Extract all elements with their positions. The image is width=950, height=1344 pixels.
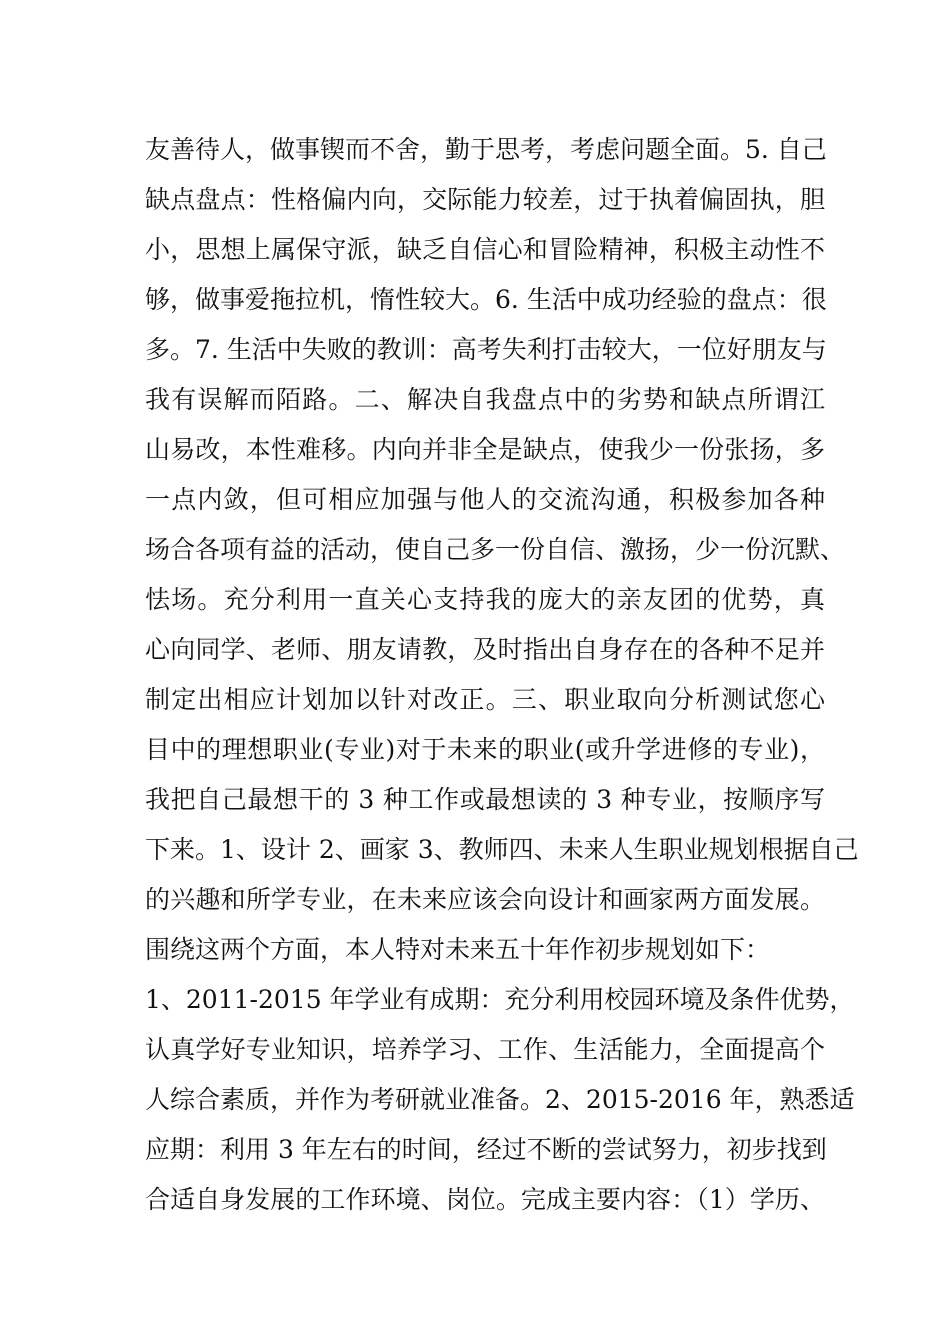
text-line-12: 制定出相应计划加以针对改正。三、职业取向分析测试您心 — [145, 685, 825, 714]
text-line-8: 一点内敛，但可相应加强与他人的交流沟通，积极参加各种 — [145, 485, 825, 514]
text-line-5: 多。7. 生活中失败的教训：高考失利打击较大，一位好朋友与 — [145, 335, 827, 364]
text-line-22: 合适自身发展的工作环境、岗位。完成主要内容：（1）学历、 — [145, 1185, 825, 1214]
text-line-7: 山易改，本性难移。内向并非全是缺点，使我少一份张扬，多 — [145, 435, 825, 464]
text-line-14: 我把自己最想干的 3 种工作或最想读的 3 种专业，按顺序写 — [145, 785, 825, 814]
text-line-13: 目中的理想职业(专业)对于未来的职业(或升学进修的专业)， — [145, 735, 825, 764]
text-line-17: 围绕这两个方面，本人特对未来五十年作初步规划如下： — [145, 935, 771, 964]
text-line-1: 友善待人，做事锲而不舍，勤于思考，考虑问题全面。5. 自己 — [145, 135, 827, 164]
text-line-21: 应期：利用 3 年左右的时间，经过不断的尝试努力，初步找到 — [145, 1135, 827, 1164]
text-line-16: 的兴趣和所学专业，在未来应该会向设计和画家两方面发展。 — [145, 885, 825, 914]
text-line-15: 下来。1、设计 2、画家 3、教师四、未来人生职业规划根据自己 — [145, 835, 859, 864]
text-line-19: 认真学好专业知识，培养学习、工作、生活能力，全面提高个 — [145, 1035, 825, 1064]
text-line-10: 怯场。充分利用一直关心支持我的庞大的亲友团的优势，真 — [145, 585, 825, 614]
text-line-18: 1、2011-2015 年学业有成期：充分利用校园环境及条件优势， — [145, 985, 855, 1014]
text-line-4: 够，做事爱拖拉机，惰性较大。6. 生活中成功经验的盘点：很 — [145, 285, 827, 314]
text-line-2: 缺点盘点：性格偏内向，交际能力较差，过于执着偏固执，胆 — [145, 185, 825, 214]
text-line-3: 小，思想上属保守派，缺乏自信心和冒险精神，积极主动性不 — [145, 235, 825, 264]
text-line-11: 心向同学、老师、朋友请教，及时指出自身存在的各种不足并 — [145, 635, 825, 664]
body-text — [145, 125, 859, 1225]
text-line-20: 人综合素质，并作为考研就业准备。2、2015-2016 年，熟悉适 — [145, 1085, 855, 1114]
text-line-6: 我有误解而陌路。二、解决自我盘点中的劣势和缺点所谓江 — [145, 385, 825, 414]
text-line-9: 场合各项有益的活动，使自己多一份自信、激扬，少一份沉默、 — [145, 535, 846, 564]
